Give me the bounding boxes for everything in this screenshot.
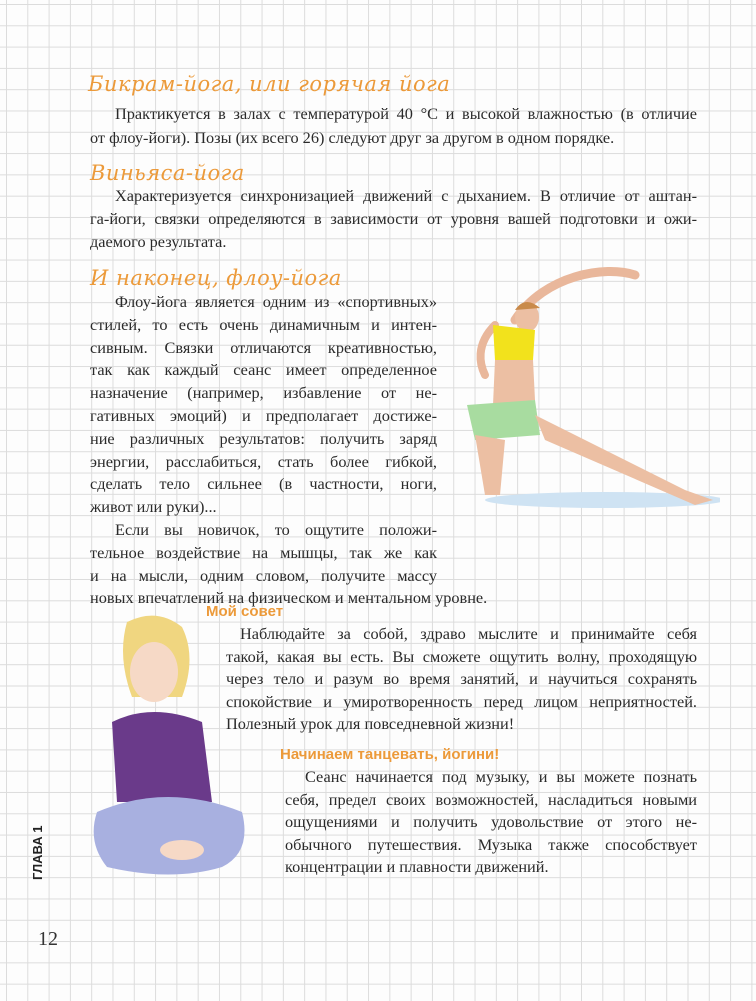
- paragraph-line: даемого результата.: [90, 232, 227, 251]
- paragraph-line: обычного путешествия. Музыка также способствует: [285, 834, 697, 854]
- sitting-woman-illustration: [92, 612, 252, 882]
- paragraph-line: ощущениями и получить удовольствие от этого не-: [285, 812, 697, 831]
- paragraph-line: через тело и разум во время занятий, и научиться сохранять: [226, 669, 697, 688]
- paragraph-line: от флоу-йоги). Позы (их всего 26) следуют друг за другом в одном порядке.: [90, 128, 615, 147]
- paragraph-line: так как каждый сеанс имеет определенное: [90, 360, 437, 380]
- paragraph-line: тельное воздействие на мышцы, так же как: [90, 542, 437, 562]
- paragraph-line: сивным. Связки отличаются креативностью,: [90, 337, 437, 357]
- heading-flow: И наконец, флоу-йога: [90, 266, 342, 290]
- paragraph-line: назначение (например, избавление от не-: [90, 383, 437, 403]
- paragraph-line: ние различных результатов: получить заряд: [90, 428, 437, 448]
- paragraph-line: сделать тело сильнее (в частности, ноги,: [90, 474, 437, 494]
- paragraph-line: такой, какая вы есть. Вы сможете ощутить волну, проходящую: [226, 646, 697, 666]
- paragraph-line: Характеризуется синхронизацией движений с дыханием. В отличие от аштан-: [115, 186, 697, 205]
- paragraph-line: Флоу-йога является одним из «спортивных»: [115, 292, 437, 311]
- dance-heading: Начинаем танцевать, йогини!: [280, 746, 500, 763]
- paragraph-line: и на мысли, одним словом, получите массу: [90, 565, 437, 585]
- tip-heading: Мой совет: [206, 603, 284, 620]
- paragraph-line: концентрации и плавности движений.: [285, 857, 549, 876]
- paragraph-line: себя, предел своих возможностей, насладиться новыми: [285, 789, 697, 809]
- yoga-pose-illustration: [455, 265, 720, 525]
- paragraph-line: живот или руки)...: [90, 497, 217, 517]
- heading-bikram: Бикрам-йога, или горячая йога: [88, 72, 451, 96]
- paragraph-line: га-йоги, связки определяются в зависимости от уровня вашей подготовки и ожи-: [90, 209, 697, 228]
- paragraph-line: стилей, то есть очень динамичным и интен-: [90, 314, 437, 334]
- paragraph-line: Полезный урок для повседневной жизни!: [226, 714, 515, 733]
- paragraph-line: энергии, расслабиться, стать более гибкой,: [90, 451, 437, 471]
- paragraph-line: новых впечатлений на физическом и ментальном уровне.: [90, 588, 488, 608]
- paragraph-line: спокойствие и умиротворенность перед лицом неприятностей.: [226, 691, 697, 711]
- chapter-label: ГЛАВА 1: [30, 825, 45, 880]
- paragraph-line: Наблюдайте за собой, здраво мыслите и принимайте себя: [240, 624, 697, 643]
- paragraph-line: гативных эмоций) и предполагает достиже-: [90, 406, 437, 425]
- paragraph-line: Если вы новичок, то ощутите положи-: [115, 520, 437, 539]
- page-number: 12: [38, 928, 58, 950]
- heading-vinyasa: Виньяса-йога: [90, 161, 245, 185]
- paragraph-line: Сеанс начинается под музыку, и вы можете познать: [305, 767, 697, 786]
- paragraph-line: Практикуется в залах с температурой 40 °С и высокой влажностью (в отличие: [115, 104, 697, 123]
